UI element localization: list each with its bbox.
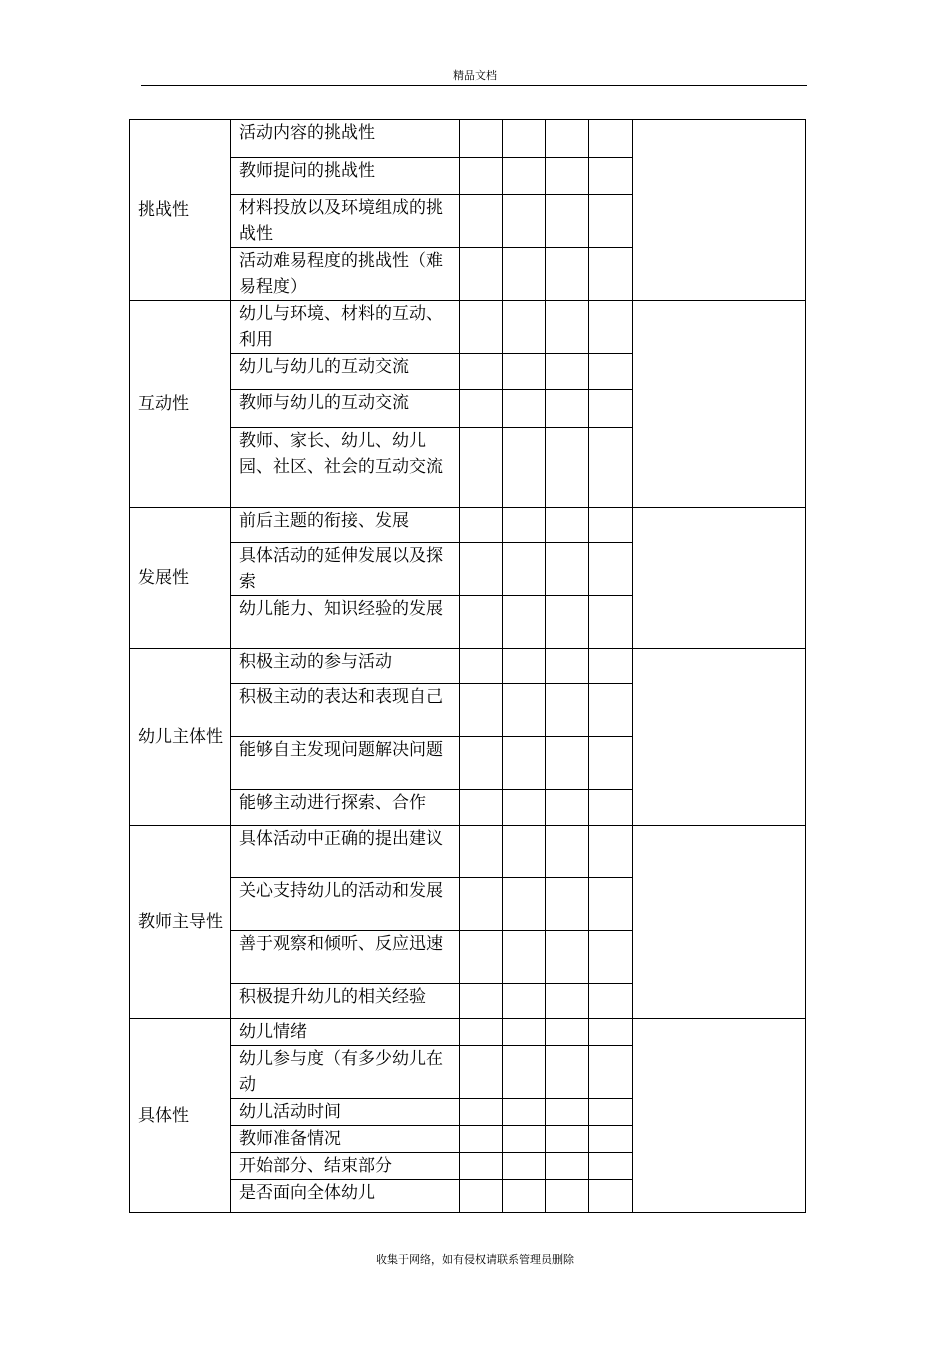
score-cell[interactable] bbox=[589, 737, 633, 790]
score-cell[interactable] bbox=[503, 790, 546, 826]
table-row bbox=[130, 301, 806, 354]
score-cell[interactable] bbox=[503, 1046, 546, 1099]
score-cell[interactable] bbox=[546, 508, 589, 543]
score-cell[interactable] bbox=[460, 508, 503, 543]
score-cell[interactable] bbox=[503, 354, 546, 390]
category-cell: 互动性 bbox=[130, 301, 231, 508]
score-cell[interactable] bbox=[546, 1180, 589, 1213]
score-cell[interactable] bbox=[546, 120, 589, 158]
score-cell[interactable] bbox=[503, 195, 546, 248]
score-cell[interactable] bbox=[546, 248, 589, 301]
score-cell[interactable] bbox=[589, 790, 633, 826]
score-cell[interactable] bbox=[589, 508, 633, 543]
remarks-cell[interactable] bbox=[633, 120, 806, 301]
item-cell: 幼儿活动时间 bbox=[231, 1099, 460, 1126]
table-row bbox=[130, 1019, 806, 1046]
score-cell[interactable] bbox=[589, 1153, 633, 1180]
score-cell[interactable] bbox=[589, 195, 633, 248]
score-cell[interactable] bbox=[589, 301, 633, 354]
category-cell: 幼儿主体性 bbox=[130, 649, 231, 826]
category-cell: 发展性 bbox=[130, 508, 231, 649]
score-cell[interactable] bbox=[589, 158, 633, 195]
score-cell[interactable] bbox=[546, 195, 589, 248]
remarks-cell[interactable] bbox=[633, 301, 806, 508]
score-cell[interactable] bbox=[460, 737, 503, 790]
score-cell[interactable] bbox=[503, 248, 546, 301]
score-cell[interactable] bbox=[589, 120, 633, 158]
table-row bbox=[130, 649, 806, 684]
score-cell[interactable] bbox=[589, 931, 633, 984]
score-cell[interactable] bbox=[589, 1180, 633, 1213]
score-cell[interactable] bbox=[503, 1153, 546, 1180]
score-cell[interactable] bbox=[460, 649, 503, 684]
score-cell[interactable] bbox=[546, 984, 589, 1019]
item-cell: 材料投放以及环境组成的挑战性 bbox=[231, 195, 460, 248]
item-cell: 教师准备情况 bbox=[231, 1126, 460, 1153]
score-cell[interactable] bbox=[589, 428, 633, 508]
score-cell[interactable] bbox=[503, 120, 546, 158]
score-cell[interactable] bbox=[589, 1126, 633, 1153]
score-cell[interactable] bbox=[460, 1099, 503, 1126]
score-cell[interactable] bbox=[503, 390, 546, 428]
score-cell[interactable] bbox=[589, 649, 633, 684]
score-cell[interactable] bbox=[460, 1180, 503, 1213]
score-cell[interactable] bbox=[460, 195, 503, 248]
score-cell[interactable] bbox=[546, 1019, 589, 1046]
category-cell: 挑战性 bbox=[130, 120, 231, 301]
score-cell[interactable] bbox=[460, 1019, 503, 1046]
score-cell[interactable] bbox=[589, 684, 633, 737]
score-cell[interactable] bbox=[460, 248, 503, 301]
score-cell[interactable] bbox=[503, 826, 546, 878]
item-cell: 幼儿参与度（有多少幼儿在动 bbox=[231, 1046, 460, 1099]
score-cell[interactable] bbox=[546, 1046, 589, 1099]
score-cell[interactable] bbox=[589, 390, 633, 428]
score-cell[interactable] bbox=[503, 984, 546, 1019]
item-cell: 是否面向全体幼儿 bbox=[231, 1180, 460, 1213]
score-cell[interactable] bbox=[503, 301, 546, 354]
score-cell[interactable] bbox=[460, 543, 503, 596]
score-cell[interactable] bbox=[546, 649, 589, 684]
remarks-cell[interactable] bbox=[633, 649, 806, 826]
score-cell[interactable] bbox=[460, 790, 503, 826]
score-cell[interactable] bbox=[546, 301, 589, 354]
score-cell[interactable] bbox=[589, 878, 633, 931]
score-cell[interactable] bbox=[546, 826, 589, 878]
score-cell[interactable] bbox=[503, 649, 546, 684]
score-cell[interactable] bbox=[460, 120, 503, 158]
item-cell: 关心支持幼儿的活动和发展 bbox=[231, 878, 460, 931]
score-cell[interactable] bbox=[546, 790, 589, 826]
score-cell[interactable] bbox=[589, 596, 633, 649]
item-cell: 积极提升幼儿的相关经验 bbox=[231, 984, 460, 1019]
item-cell: 教师提问的挑战性 bbox=[231, 158, 460, 195]
score-cell[interactable] bbox=[546, 931, 589, 984]
page-header: 精品文档 bbox=[453, 69, 497, 82]
score-cell[interactable] bbox=[546, 390, 589, 428]
score-cell[interactable] bbox=[503, 158, 546, 195]
item-cell: 具体活动中正确的提出建议 bbox=[231, 826, 460, 878]
item-cell: 能够主动进行探索、合作 bbox=[231, 790, 460, 826]
remarks-cell[interactable] bbox=[633, 508, 806, 649]
score-cell[interactable] bbox=[503, 1180, 546, 1213]
score-cell[interactable] bbox=[589, 1046, 633, 1099]
score-cell[interactable] bbox=[589, 248, 633, 301]
score-cell[interactable] bbox=[503, 1126, 546, 1153]
evaluation-table bbox=[129, 119, 806, 1213]
score-cell[interactable] bbox=[546, 1099, 589, 1126]
score-cell[interactable] bbox=[589, 826, 633, 878]
item-cell: 教师、家长、幼儿、幼儿园、社区、社会的互动交流 bbox=[231, 428, 460, 508]
item-cell: 幼儿能力、知识经验的发展 bbox=[231, 596, 460, 649]
score-cell[interactable] bbox=[460, 826, 503, 878]
item-cell: 开始部分、结束部分 bbox=[231, 1153, 460, 1180]
score-cell[interactable] bbox=[589, 984, 633, 1019]
score-cell[interactable] bbox=[503, 1019, 546, 1046]
item-cell: 幼儿情绪 bbox=[231, 1019, 460, 1046]
item-cell: 教师与幼儿的互动交流 bbox=[231, 390, 460, 428]
remarks-cell[interactable] bbox=[633, 1019, 806, 1213]
score-cell[interactable] bbox=[460, 301, 503, 354]
score-cell[interactable] bbox=[460, 1153, 503, 1180]
score-cell[interactable] bbox=[503, 737, 546, 790]
score-cell[interactable] bbox=[503, 543, 546, 596]
page-footer: 收集于网络，如有侵权请联系管理员删除 bbox=[376, 1253, 574, 1266]
score-cell[interactable] bbox=[589, 1019, 633, 1046]
item-cell: 善于观察和倾听、反应迅速 bbox=[231, 931, 460, 984]
score-cell[interactable] bbox=[546, 1126, 589, 1153]
score-cell[interactable] bbox=[589, 1099, 633, 1126]
item-cell: 幼儿与幼儿的互动交流 bbox=[231, 354, 460, 390]
item-cell: 积极主动的表达和表现自己 bbox=[231, 684, 460, 737]
score-cell[interactable] bbox=[460, 390, 503, 428]
score-cell[interactable] bbox=[546, 737, 589, 790]
score-cell[interactable] bbox=[503, 596, 546, 649]
score-cell[interactable] bbox=[503, 878, 546, 931]
score-cell[interactable] bbox=[460, 984, 503, 1019]
item-cell: 活动难易程度的挑战性（难易程度） bbox=[231, 248, 460, 301]
score-cell[interactable] bbox=[546, 596, 589, 649]
header-divider bbox=[141, 85, 807, 86]
score-cell[interactable] bbox=[460, 1126, 503, 1153]
item-cell: 具体活动的延伸发展以及探索 bbox=[231, 543, 460, 596]
score-cell[interactable] bbox=[503, 684, 546, 737]
score-cell[interactable] bbox=[460, 354, 503, 390]
score-cell[interactable] bbox=[460, 158, 503, 195]
score-cell[interactable] bbox=[460, 596, 503, 649]
score-cell[interactable] bbox=[460, 878, 503, 931]
table-row bbox=[130, 120, 806, 158]
score-cell[interactable] bbox=[503, 1099, 546, 1126]
score-cell[interactable] bbox=[503, 428, 546, 508]
score-cell[interactable] bbox=[546, 354, 589, 390]
score-cell[interactable] bbox=[589, 354, 633, 390]
item-cell: 幼儿与环境、材料的互动、利用 bbox=[231, 301, 460, 354]
table-row bbox=[130, 508, 806, 543]
score-cell[interactable] bbox=[546, 158, 589, 195]
item-cell: 能够自主发现问题解决问题 bbox=[231, 737, 460, 790]
score-cell[interactable] bbox=[460, 931, 503, 984]
score-cell[interactable] bbox=[589, 543, 633, 596]
item-cell: 积极主动的参与活动 bbox=[231, 649, 460, 684]
remarks-cell[interactable] bbox=[633, 826, 806, 1019]
score-cell[interactable] bbox=[460, 428, 503, 508]
score-cell[interactable] bbox=[546, 543, 589, 596]
score-cell[interactable] bbox=[546, 684, 589, 737]
score-cell[interactable] bbox=[546, 1153, 589, 1180]
score-cell[interactable] bbox=[546, 878, 589, 931]
score-cell[interactable] bbox=[460, 1046, 503, 1099]
score-cell[interactable] bbox=[503, 508, 546, 543]
score-cell[interactable] bbox=[460, 684, 503, 737]
table-row bbox=[130, 826, 806, 878]
item-cell: 活动内容的挑战性 bbox=[231, 120, 460, 158]
score-cell[interactable] bbox=[546, 428, 589, 508]
category-cell: 教师主导性 bbox=[130, 826, 231, 1019]
item-cell: 前后主题的衔接、发展 bbox=[231, 508, 460, 543]
score-cell[interactable] bbox=[503, 931, 546, 984]
category-cell: 具体性 bbox=[130, 1019, 231, 1213]
